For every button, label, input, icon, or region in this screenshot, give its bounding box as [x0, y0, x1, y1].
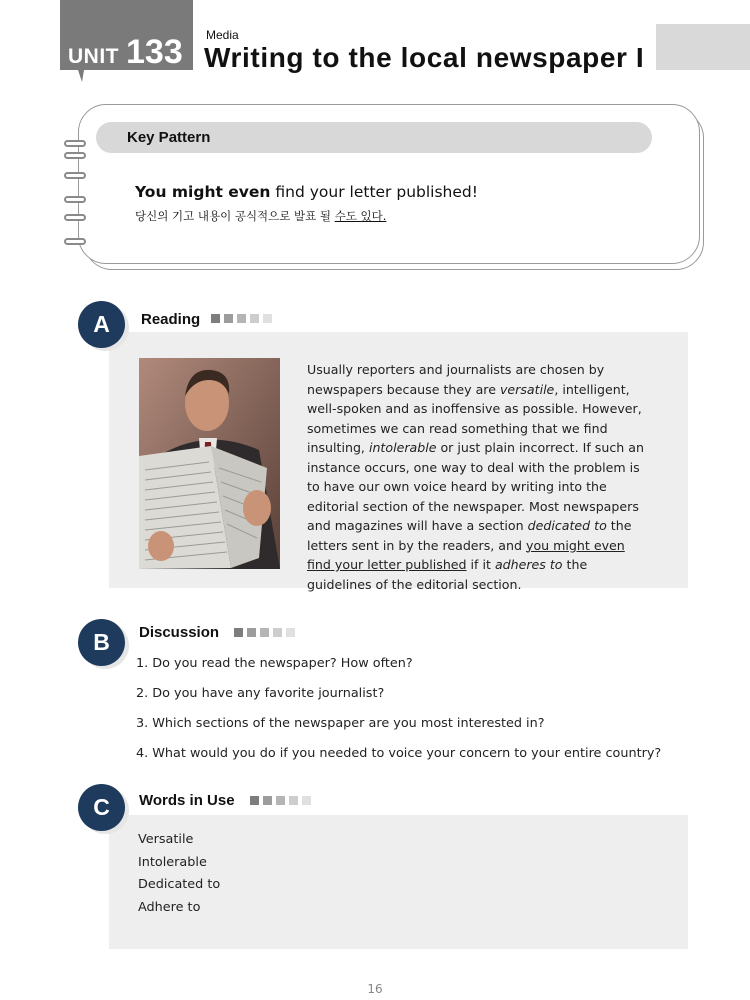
discussion-question: 2. Do you have any favorite journalist?	[136, 686, 385, 701]
section-badge-c: C	[78, 784, 125, 831]
words-title: Words in Use	[139, 792, 235, 809]
spiral-ring-icon	[64, 238, 86, 245]
unit-label: UNIT	[68, 45, 119, 68]
progress-squares	[211, 314, 272, 323]
translation-plain: 당신의 기고 내용이 공식적으로 발표 될	[135, 209, 332, 223]
vocab-item: Adhere to	[138, 900, 201, 915]
reading-text: or just plain incorrect. If such an instance occurs, one way to deal with the problem is to have our own voice heard by writing into the editorial section of the newspaper. Most newspapers and magazines will have a section	[307, 440, 644, 533]
spiral-ring-icon	[64, 140, 86, 147]
unit-tab	[60, 0, 193, 82]
discussion-title: Discussion	[139, 624, 220, 641]
vocab-word: versatile	[499, 381, 555, 397]
progress-squares	[234, 628, 295, 637]
key-pattern-header	[96, 122, 652, 153]
key-pattern-bold: You might even	[135, 183, 271, 201]
vocab-item: Versatile	[138, 832, 194, 847]
reading-title: Reading	[141, 311, 201, 328]
discussion-question: 3. Which sections of the newspaper are you most interested in?	[136, 716, 545, 731]
newspaper-reader-photo	[139, 358, 280, 569]
spiral-ring-icon	[64, 152, 86, 159]
key-pattern-label: Key Pattern	[127, 129, 211, 146]
reading-text: the guidelines of the editorial section.	[307, 557, 588, 592]
discussion-question: 4. What would you do if you needed to voice your concern to your entire country?	[136, 746, 662, 761]
progress-squares	[250, 796, 311, 805]
key-pattern-translation	[135, 208, 386, 224]
category-label: Media	[206, 28, 239, 42]
page-title: Writing to the local newspaper I	[204, 42, 645, 73]
vocab-item: Intolerable	[138, 855, 207, 870]
reading-text: the letters sent in by the readers, and	[307, 518, 632, 553]
vocab-word: dedicated to	[527, 518, 607, 533]
key-pattern-rest: find your letter published!	[275, 183, 478, 201]
discussion-question: 1. Do you read the newspaper? How often?	[136, 656, 413, 671]
reading-text: if it	[466, 557, 495, 572]
spiral-ring-icon	[64, 172, 86, 179]
section-badge-a: A	[78, 301, 125, 348]
businessman-newspaper-illustration	[139, 358, 280, 569]
page-number: 16	[367, 982, 383, 996]
reading-paragraph	[307, 360, 652, 594]
translation-underlined: 수도 있다.	[334, 209, 387, 223]
vocab-word: adheres to	[494, 557, 563, 572]
key-pattern-highlight: you might even find your letter published	[307, 537, 625, 572]
key-pattern-sentence	[135, 183, 478, 201]
vocab-item: Dedicated to	[138, 877, 221, 892]
spiral-ring-icon	[64, 214, 86, 221]
vocab-word: intolerable	[368, 440, 437, 455]
section-badge-b: B	[78, 619, 125, 666]
corner-decoration	[656, 24, 750, 70]
reading-text: Usually reporters and journalists are chosen by newspapers because they are	[307, 362, 605, 397]
unit-number: 133	[126, 33, 183, 71]
reading-text: , intelligent, well-spoken and as inoffensive as possible. However, sometimes we can read something that we find insulting,	[307, 381, 642, 455]
spiral-ring-icon	[64, 196, 86, 203]
